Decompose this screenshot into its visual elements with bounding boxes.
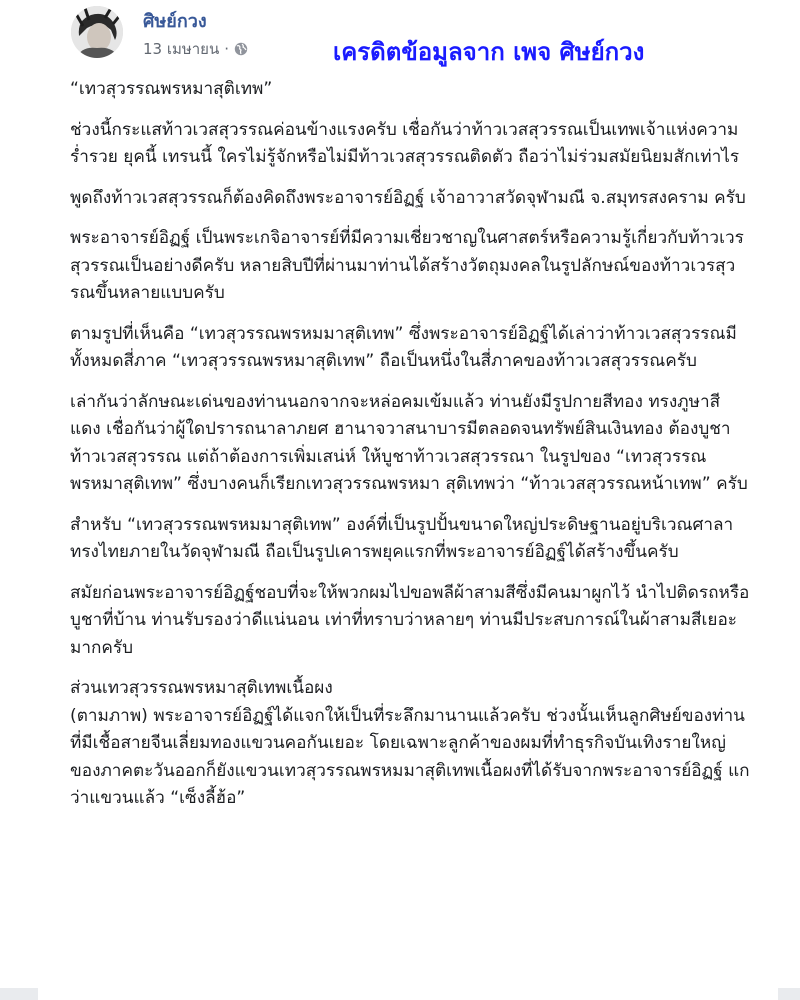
author-avatar[interactable]: [71, 6, 123, 58]
author-name-link[interactable]: ศิษย์กวง: [143, 11, 207, 32]
post-body: [70, 76, 750, 826]
post-paragraph: ส่วนเทวสุวรรณพรหมาสุติเทพเนื้อผง (ตามภาพ) พระอาจารย์อิฏฐ์ได้แจกให้เป็นที่ระลึกมานานแล้วครับ ช่วงนั้นเห็นลูกศิษย์ของท่านที่มีเชื้อสายจีนเลี่ยมทองแขวนคอกันเยอะ โดยเฉพาะลูกค้าของผมที่ทำธุรกิจบันเทิงรายใหญ่ของภาคตะวันออกก็ยังแขวนเทวสุวรรณพรหมมาสุติเทพเนื้อผงที่ได้รับจากพระอาจารย์อิฏฐ์ แกว่าแขวนแล้ว “เซ็งลี้ฮ้อ”: [70, 678, 750, 808]
post-date-link[interactable]: 13 เมษายน: [143, 40, 220, 58]
post-paragraph: พูดถึงท้าวเวสสุวรรณก็ต้องคิดถึงพระอาจารย์อิฏฐ์ เจ้าอาวาสวัดจุฬามณี จ.สมุทรสงคราม ครับ: [70, 187, 746, 208]
post-paragraph: เล่ากันว่าลักษณะเด่นของท่านนอกจากจะหล่อคมเข้มแล้ว ท่านยังมีรูปกายสีทอง ทรงภูษาสีแดง เชื่อกันว่าผู้ใดปรารถนาลาภยศ ฮานาจวาสนาบารมีตลอดจนทรัพย์สินเงินทอง ต้องบูชาท้าวเวสสุวรรณ แต่ถ้าต้องการเพิ่มเสน่ห์ ให้บูชาท้าวเวสสุวรรณา ในรูปของ “เทวสุวรรณพรหมาสุติเทพ” ซึ่งบางคนก็เรียกเทวสุวรรณพรหมา สุติเทพว่า “ท้าวเวสสุวรรณหน้าเทพ” ครับ: [70, 391, 748, 494]
globe-icon[interactable]: [234, 42, 248, 56]
avatar-photo: [71, 6, 123, 58]
post-paragraph: ช่วงนี้กระแสท้าวเวสสุวรรณค่อนข้างแรงครับ เชื่อกันว่าท้าวเวสสุวรรณเป็นเทพเจ้าแห่งความร่ำรวย ยุคนี้ เทรนนี้ ใครไม่รู้จักหรือไม่มีท้าวเวสสุวรรณติดตัว ถือว่าไม่ร่วมสมัยนิยมสักเท่าไร: [70, 119, 740, 167]
credit-overlay-text: เครดิตข้อมูลจาก เพจ ศิษย์กวง: [333, 38, 645, 66]
post-paragraph: สำหรับ “เทวสุวรรณพรหมมาสุติเทพ” องค์ที่เป็นรูปปั้นขนาดใหญ่ประดิษฐานอยู่บริเวณศาลาทรงไทยภายในวัดจุฬามณี ถือเป็นรูปเคารพยุคแรกที่พระอาจารย์อิฏฐ์ได้สร้างขึ้นครับ: [70, 514, 734, 562]
post-meta: [143, 37, 248, 61]
post-paragraph: ตามรูปที่เห็นคือ “เทวสุวรรณพรหมมาสุติเทพ” ซึ่งพระอาจารย์อิฏฐ์ได้เล่าว่าท้าวเวสสุวรรณมีทั้งหมดสี่ภาค “เทวสุวรรณพรหมาสุติเทพ” ถือเป็นหนึ่งในสี่ภาคของท้าวเวสสุวรรณครับ: [70, 323, 737, 371]
post-paragraph: สมัยก่อนพระอาจารย์อิฏฐ์ชอบที่จะให้พวกผมไปขอพลีผ้าสามสีซึ่งมีคนมาผูกไว้ นำไปติดรถหรือบูชาที่บ้าน ท่านรับรองว่าดีแน่นอน เท่าที่ทราบว่าหลายๆ ท่านมีประสบการณ์ในผ้าสามสีเยอะมากครับ: [70, 582, 750, 658]
post-paragraph: พระอาจารย์อิฏฐ์ เป็นพระเกจิอาจารย์ที่มีความเชี่ยวชาญในศาสตร์หรือความรู้เกี่ยวกับท้าวเวรสุวรรณเป็นอย่างดีครับ หลายสิบปีที่ผ่านมาท่านได้สร้างวัตถุมงคลในรูปลักษณ์ของท้าวเวรสุวรณขึ้นหลายแบบครับ: [70, 228, 744, 303]
meta-separator: ·: [224, 40, 230, 58]
post-paragraph: “เทวสุวรรณพรหมาสุติเทพ”: [70, 79, 273, 99]
